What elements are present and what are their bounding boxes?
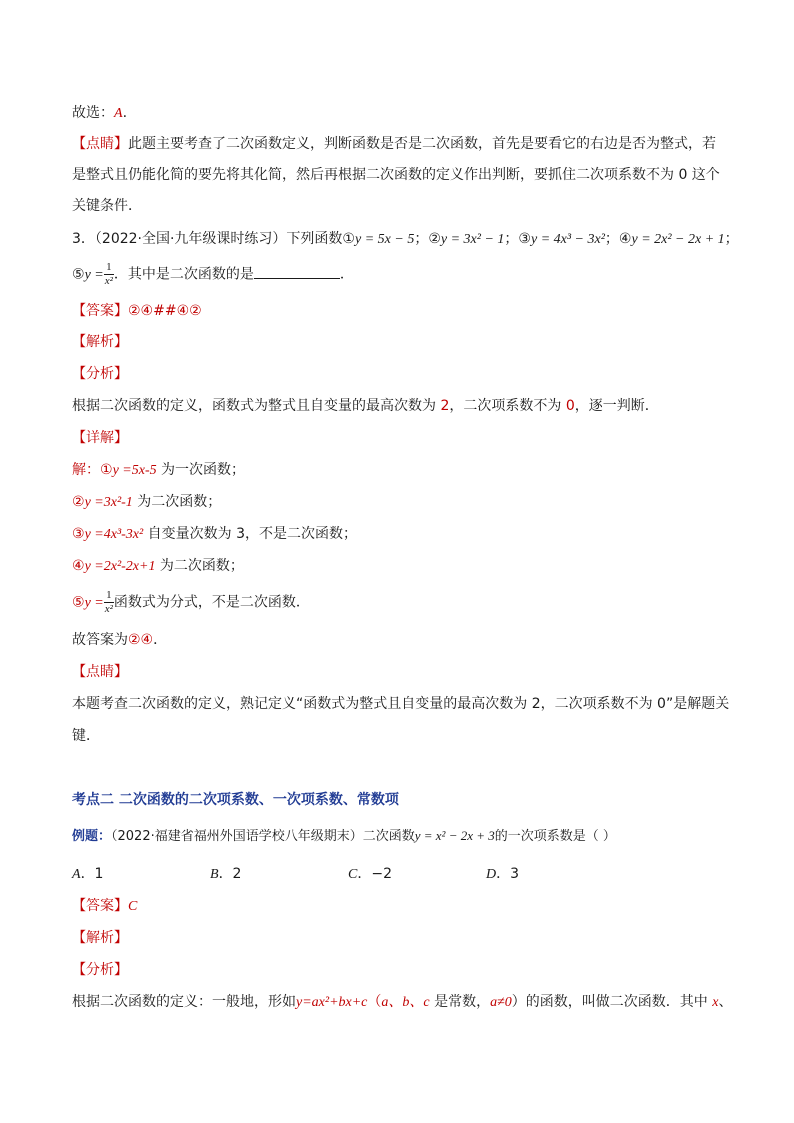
- q3-review-tag: 【点睛】: [72, 664, 128, 680]
- q3-answer-line: [72, 301, 202, 321]
- q3-sep: ；②: [414, 231, 441, 247]
- answer-blank: [254, 264, 340, 279]
- q3-stem-line-2: [72, 262, 354, 287]
- q3-analysis-tag: 【解析】: [72, 334, 128, 350]
- s2-fenxi-text: [72, 992, 732, 1013]
- conclusion-suffix: ．: [153, 632, 168, 648]
- s2-fenxi-tag: 【分析】: [72, 962, 128, 978]
- review-tag: 【点睛】: [72, 136, 128, 152]
- q3-sep: ；: [724, 231, 739, 247]
- q3-step-1: [72, 460, 245, 481]
- option-value: ．1: [80, 866, 104, 882]
- review-text: 此题主要考查了二次函数定义，判断函数是否是二次函数，首先是要看它的右边是否为整式，若: [128, 136, 716, 152]
- option-a: [72, 864, 103, 885]
- example-text: （2022·福建省福州外国语学校八年级期末）二次函数: [111, 829, 415, 844]
- choice-prefix: 故选：: [72, 105, 114, 121]
- fenxi-condition: a≠0: [490, 995, 512, 1010]
- fenxi-text: （: [367, 994, 382, 1010]
- step-prefix: ②: [72, 494, 85, 510]
- q3-formula-3: y = 4x³ − 3x²: [530, 232, 605, 247]
- option-d: [486, 864, 519, 885]
- q3-sep: ；③: [504, 231, 531, 247]
- fenxi-text: 是常数，: [429, 994, 491, 1010]
- section-heading: 考点二 二次函数的二次项系数、一次项系数、常数项: [72, 792, 399, 808]
- q3-formula-2: y = 3x² − 1: [440, 232, 505, 247]
- q3-fenxi-text: [72, 396, 659, 416]
- step-formula: y =3x²-1: [84, 495, 133, 510]
- q3-step-2: [72, 492, 221, 513]
- option-letter: D: [486, 867, 497, 882]
- option-letter: C: [348, 867, 358, 882]
- step-formula: y =5x-5: [112, 463, 157, 478]
- q3-sep: ；④: [604, 231, 632, 247]
- q3-step-5: [72, 590, 310, 615]
- s2-answer-line: [72, 896, 137, 917]
- q3-stem-prefix: 3．（2022·全国·九年级课时练习）下列函数①: [72, 231, 355, 247]
- q3-f5-lhs: y =: [84, 267, 104, 283]
- s2-analysis-tag: 【解析】: [72, 930, 128, 946]
- fenxi-text: 根据二次函数的定义：一般地，形如: [72, 994, 296, 1010]
- step-fraction: [104, 590, 114, 615]
- fraction-denominator: x²: [104, 603, 113, 615]
- q2-review-line-1: [72, 134, 716, 154]
- step-text: 自变量次数为 3，不是二次函数；: [143, 526, 358, 542]
- fenxi-text: 根据二次函数的定义，函数式为整式且自变量的最高次数为: [72, 398, 441, 414]
- example-tail: 的一次项系数是（ ）: [494, 829, 616, 844]
- step-prefix: 解：①: [72, 462, 113, 478]
- q3-stem-line-1: [72, 229, 739, 250]
- step-formula: y =2x²-2x+1: [84, 559, 156, 574]
- fenxi-vars: a、b、c: [381, 995, 430, 1010]
- q3-f5-fraction: [104, 262, 114, 287]
- q3-step-4: [72, 556, 244, 577]
- step-prefix: ⑤: [72, 594, 85, 611]
- option-value: ．−2: [357, 866, 392, 882]
- step-text: 为一次函数；: [156, 462, 246, 478]
- q2-choice-line: [72, 103, 127, 124]
- conclusion-answer: ②④: [128, 632, 154, 648]
- option-letter: A: [72, 867, 81, 882]
- q3-f5-prefix: ⑤: [72, 266, 85, 283]
- fenxi-formula: y=ax²+bx+c: [296, 995, 368, 1010]
- step-text: 为二次函数；: [155, 558, 244, 574]
- step-prefix: ③: [72, 526, 85, 542]
- fenxi-number: 2: [440, 398, 450, 414]
- q3-review-line-1: 本题考查二次函数的定义，熟记定义“函数式为整式且自变量的最高次数为 2，二次项系数不为 0”是解题关: [72, 696, 730, 712]
- q3-step-3: [72, 524, 357, 545]
- fenxi-text: ）的函数，叫做二次函数．其中: [511, 994, 713, 1010]
- choice-suffix: .: [122, 105, 128, 121]
- fenxi-text: ，逐一判断．: [574, 398, 659, 414]
- q3-stem-end: ．其中是二次函数的是: [113, 266, 254, 283]
- fraction-numerator: 1: [106, 589, 112, 601]
- step-formula: y =: [84, 595, 104, 611]
- example-line: [72, 826, 616, 847]
- q3-fenxi-tag: 【分析】: [72, 366, 128, 382]
- example-formula: y = x² − 2x + 3: [414, 828, 495, 843]
- step-text: 函数式为分式，不是二次函数．: [113, 594, 310, 611]
- step-prefix: ④: [72, 558, 85, 574]
- q3-formula-1: y = 5x − 5: [355, 232, 415, 247]
- fenxi-var: x: [712, 995, 719, 1010]
- option-letter: B: [210, 867, 219, 882]
- q3-formula-4: y = 2x² − 2x + 1: [631, 232, 725, 247]
- option-b: [210, 864, 241, 885]
- q3-detail-tag: 【详解】: [72, 430, 128, 446]
- q3-answer: ②④##④②: [128, 303, 202, 319]
- answer-tag: 【答案】: [72, 303, 128, 319]
- option-value: ．2: [218, 866, 242, 882]
- step-formula: y =4x³-3x²: [84, 527, 144, 542]
- q2-review-line-2: 是整式且仍能化简的要先将其化简，然后再根据二次函数的定义作出判断，要抓住二次项系数不为 0 这个: [72, 167, 720, 183]
- conclusion-prefix: 故答案为: [72, 632, 128, 648]
- choice-answer: A: [114, 106, 123, 121]
- fenxi-text: 、: [718, 994, 733, 1010]
- fenxi-number: 0: [565, 398, 575, 414]
- answer-tag: 【答案】: [72, 898, 128, 914]
- q3-conclusion: [72, 630, 167, 650]
- option-c: [348, 864, 392, 885]
- fraction-denominator: x²: [104, 275, 113, 287]
- example-tag: 例题：: [72, 829, 112, 844]
- fenxi-text: ，二次项系数不为: [449, 398, 566, 414]
- q3-review-line-2: 键．: [72, 728, 100, 744]
- fraction-numerator: 1: [106, 261, 112, 273]
- s2-answer: C: [128, 899, 138, 914]
- q3-stem-period: ．: [339, 266, 354, 283]
- option-value: ．3: [496, 866, 520, 882]
- q2-review-line-3: 关键条件．: [72, 198, 142, 214]
- step-text: 为二次函数；: [132, 494, 222, 510]
